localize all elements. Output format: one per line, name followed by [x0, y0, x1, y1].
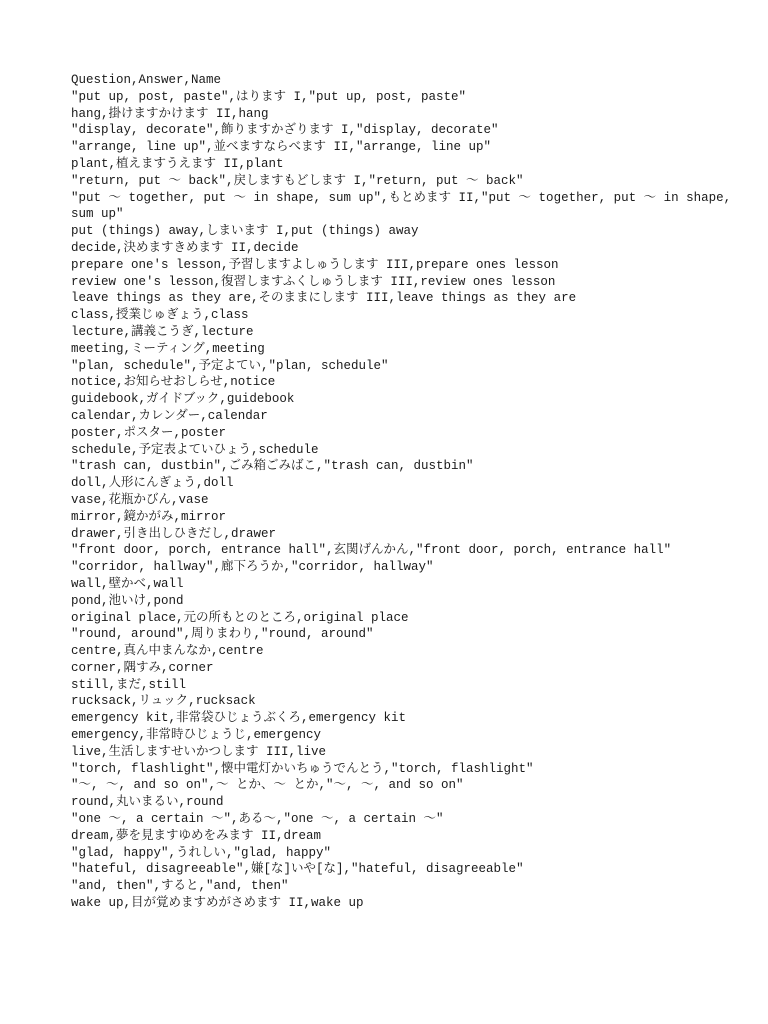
- csv-data-line: hang,掛けますかけます II,hang: [71, 106, 269, 121]
- csv-data-line: live,生活しますせいかつします III,live: [71, 744, 327, 759]
- csv-data-line: plant,植えますうえます II,plant: [71, 156, 284, 171]
- csv-data-line: put (things) away,しまいます I,put (things) away: [71, 224, 419, 239]
- csv-data-line: round,丸いまるい,round: [71, 795, 224, 810]
- csv-data-line: "corridor, hallway",廊下ろうか,"corridor, hallway": [71, 560, 434, 575]
- csv-data-line: notice,お知らせおしらせ,notice: [71, 375, 276, 390]
- csv-data-line: doll,人形にんぎょう,doll: [71, 476, 234, 491]
- csv-data-line: emergency,非常時ひじょうじ,emergency: [71, 728, 322, 743]
- csv-data-line: "round, around",周りまわり,"round, around": [71, 627, 374, 642]
- csv-data-line: leave things as they are,そのままにします III,leave things as they are: [71, 291, 577, 306]
- csv-data-line: class,授業じゅぎょう,class: [71, 308, 249, 323]
- csv-data-line: wake up,目が覚めますめがさめます II,wake up: [71, 896, 364, 911]
- csv-data-line: poster,ポスター,poster: [71, 425, 227, 440]
- csv-data-line: "return, put ～ back",戻しますもどします I,"return, put ～ back": [71, 173, 524, 188]
- csv-data-line: decide,決めますきめます II,decide: [71, 240, 299, 255]
- csv-data-line: "torch, flashlight",懐中電灯かいちゅうでんとう,"torch, flashlight": [71, 761, 534, 776]
- csv-data-line: still,まだ,still: [71, 677, 187, 692]
- csv-data-line: centre,真ん中まんなか,centre: [71, 644, 264, 659]
- csv-data-line: wall,壁かべ,wall: [71, 576, 184, 591]
- csv-data-line: "put up, post, paste",はります I,"put up, post, paste": [71, 89, 467, 104]
- csv-data-line: "～, ～, and so on",～ とか、～ とか,"～, ～, and so on": [71, 778, 464, 793]
- csv-data-line: "glad, happy",うれしい,"glad, happy": [71, 845, 332, 860]
- csv-data-line: rucksack,リュック,rucksack: [71, 694, 256, 709]
- csv-data-line: review one's lesson,復習しますふくしゅうします III,review ones lesson: [71, 274, 556, 289]
- csv-data-line: prepare one's lesson,予習しますよしゅうします III,prepare ones lesson: [71, 257, 559, 272]
- csv-data-line: original place,元の所もとのところ,original place: [71, 610, 409, 625]
- csv-data-line: vase,花瓶かびん,vase: [71, 492, 209, 507]
- csv-data-line: meeting,ミーティング,meeting: [71, 341, 265, 356]
- csv-data-line: "hateful, disagreeable",嫌[な]いや[な],"hateful, disagreeable": [71, 862, 524, 877]
- csv-data-line: "put ～ together, put ～ in shape, sum up",もとめます II,"put ～ together, put ～ in shape, sum up": [71, 190, 739, 222]
- csv-data-line: mirror,鏡かがみ,mirror: [71, 509, 227, 524]
- csv-data-line: "arrange, line up",並べますならべます II,"arrange, line up": [71, 140, 492, 155]
- csv-data-line: dream,夢を見ますゆめをみます II,dream: [71, 828, 322, 843]
- csv-data-line: drawer,引き出しひきだし,drawer: [71, 526, 277, 541]
- csv-document: [71, 72, 751, 912]
- csv-data-line: "one ～, a certain ～",ある～,"one ～, a certain ～": [71, 812, 444, 827]
- csv-data-line: "front door, porch, entrance hall",玄関げんかん,"front door, porch, entrance hall": [71, 543, 672, 558]
- csv-data-line: corner,隅すみ,corner: [71, 660, 214, 675]
- csv-data-line: emergency kit,非常袋ひじょうぶくろ,emergency kit: [71, 711, 407, 726]
- csv-header-line: Question,Answer,Name: [71, 73, 222, 87]
- csv-data-line: "and, then",すると,"and, then": [71, 879, 289, 894]
- csv-data-line: lecture,講義こうぎ,lecture: [71, 324, 254, 339]
- csv-data-line: "trash can, dustbin",ごみ箱ごみばこ,"trash can, dustbin": [71, 459, 474, 474]
- csv-data-line: "display, decorate",飾りますかざります I,"display, decorate": [71, 123, 499, 138]
- csv-data-line: schedule,予定表よていひょう,schedule: [71, 442, 319, 457]
- csv-data-line: pond,池いけ,pond: [71, 593, 184, 608]
- csv-data-line: guidebook,ガイドブック,guidebook: [71, 392, 295, 407]
- csv-data-line: "plan, schedule",予定よてい,"plan, schedule": [71, 358, 389, 373]
- csv-data-line: calendar,カレンダー,calendar: [71, 408, 268, 423]
